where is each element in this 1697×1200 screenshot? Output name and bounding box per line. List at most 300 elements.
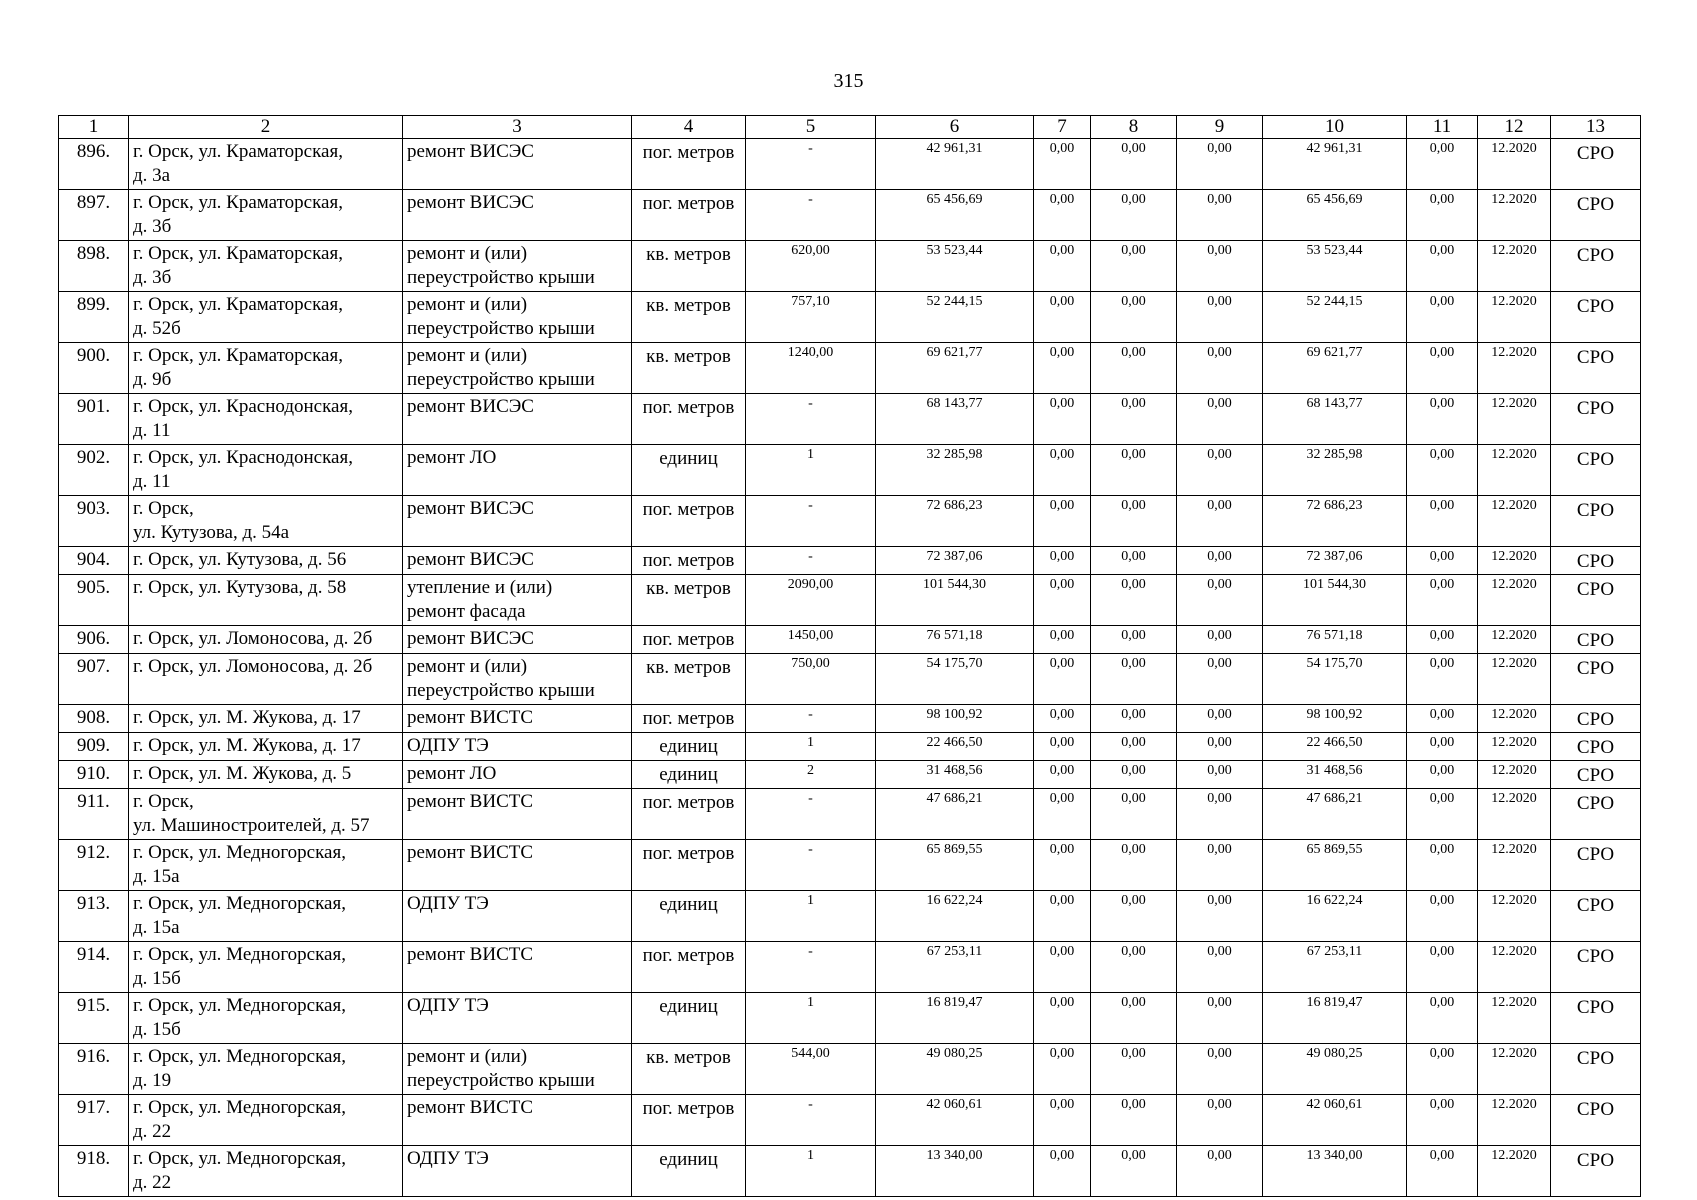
value-cell-c11: 0,00 (1407, 190, 1478, 241)
value-cell-c10: 16 819,47 (1263, 993, 1407, 1044)
unit-cell: единиц (632, 993, 746, 1044)
work-type-cell (403, 445, 632, 496)
value-cell-c9: 0,00 (1177, 139, 1263, 190)
address-cell-line: г. Орск, ул. Краматорская, (133, 243, 343, 264)
address-cell (129, 1095, 403, 1146)
value-cell-c12: 12.2020 (1478, 1095, 1551, 1146)
column-header: 1 (59, 116, 129, 139)
value-cell-c5: - (746, 1095, 876, 1146)
work-type-cell-line: переустройство крыши (407, 680, 595, 701)
executor-cell: СРО (1551, 547, 1641, 575)
work-type-cell (403, 789, 632, 840)
address-cell (129, 1146, 403, 1197)
unit-cell: пог. метров (632, 840, 746, 891)
address-cell-line: г. Орск, ул. Медногорская, (133, 842, 346, 863)
address-cell (129, 575, 403, 626)
work-type-cell-line: ремонт ВИСТС (407, 842, 534, 863)
value-cell-c10: 101 544,30 (1263, 575, 1407, 626)
value-cell-c9: 0,00 (1177, 626, 1263, 654)
table-row (59, 241, 1641, 292)
row-number: 907. (59, 654, 129, 705)
work-type-cell-line: переустройство крыши (407, 1070, 595, 1091)
executor-cell: СРО (1551, 1044, 1641, 1095)
work-type-cell (403, 547, 632, 575)
value-cell-c8: 0,00 (1091, 445, 1177, 496)
address-cell-line: д. 15а (133, 866, 180, 887)
value-cell-c6: 49 080,25 (876, 1044, 1034, 1095)
address-cell-line: д. 22 (133, 1121, 172, 1142)
value-cell-c12: 12.2020 (1478, 891, 1551, 942)
value-cell-c10: 52 244,15 (1263, 292, 1407, 343)
value-cell-c6: 76 571,18 (876, 626, 1034, 654)
value-cell-c11: 0,00 (1407, 733, 1478, 761)
row-number: 910. (59, 761, 129, 789)
value-cell-c10: 67 253,11 (1263, 942, 1407, 993)
work-type-cell-line: ремонт и (или) (407, 294, 528, 315)
work-type-cell (403, 761, 632, 789)
executor-cell: СРО (1551, 445, 1641, 496)
value-cell-c9: 0,00 (1177, 942, 1263, 993)
executor-cell: СРО (1551, 626, 1641, 654)
work-type-cell-line: ремонт ВИСТС (407, 944, 534, 965)
value-cell-c11: 0,00 (1407, 343, 1478, 394)
unit-cell: единиц (632, 1146, 746, 1197)
value-cell-c12: 12.2020 (1478, 343, 1551, 394)
work-type-cell-line: ремонт ВИСЭС (407, 498, 534, 519)
executor-cell: СРО (1551, 789, 1641, 840)
value-cell-c10: 22 466,50 (1263, 733, 1407, 761)
value-cell-c11: 0,00 (1407, 654, 1478, 705)
value-cell-c9: 0,00 (1177, 1095, 1263, 1146)
work-type-cell (403, 840, 632, 891)
executor-cell: СРО (1551, 241, 1641, 292)
row-number: 904. (59, 547, 129, 575)
value-cell-c11: 0,00 (1407, 840, 1478, 891)
address-cell (129, 840, 403, 891)
value-cell-c5: 757,10 (746, 292, 876, 343)
address-cell-line: д. 15б (133, 1019, 181, 1040)
address-cell-line: д. 3б (133, 216, 172, 237)
work-type-cell-line: ОДПУ ТЭ (407, 995, 489, 1016)
value-cell-c5: 1 (746, 891, 876, 942)
value-cell-c11: 0,00 (1407, 761, 1478, 789)
value-cell-c12: 12.2020 (1478, 840, 1551, 891)
address-cell (129, 761, 403, 789)
executor-cell: СРО (1551, 343, 1641, 394)
row-number: 896. (59, 139, 129, 190)
value-cell-c6: 16 622,24 (876, 891, 1034, 942)
value-cell-c8: 0,00 (1091, 942, 1177, 993)
value-cell-c6: 16 819,47 (876, 993, 1034, 1044)
address-cell (129, 547, 403, 575)
value-cell-c6: 98 100,92 (876, 705, 1034, 733)
value-cell-c11: 0,00 (1407, 626, 1478, 654)
unit-cell: пог. метров (632, 394, 746, 445)
value-cell-c9: 0,00 (1177, 496, 1263, 547)
column-header: 12 (1478, 116, 1551, 139)
value-cell-c5: - (746, 190, 876, 241)
value-cell-c5: - (746, 942, 876, 993)
value-cell-c11: 0,00 (1407, 575, 1478, 626)
value-cell-c7: 0,00 (1034, 139, 1091, 190)
work-type-cell (403, 705, 632, 733)
table-row (59, 705, 1641, 733)
value-cell-c5: - (746, 139, 876, 190)
table-row (59, 840, 1641, 891)
value-cell-c5: - (746, 496, 876, 547)
address-cell (129, 496, 403, 547)
value-cell-c5: 1 (746, 733, 876, 761)
work-type-cell (403, 942, 632, 993)
address-cell-line: г. Орск, ул. Краматорская, (133, 294, 343, 315)
address-cell-line: г. Орск, ул. М. Жукова, д. 17 (133, 707, 361, 728)
table-row (59, 139, 1641, 190)
address-cell-line: д. 3а (133, 165, 171, 186)
row-number: 903. (59, 496, 129, 547)
value-cell-c12: 12.2020 (1478, 942, 1551, 993)
executor-cell: СРО (1551, 190, 1641, 241)
executor-cell: СРО (1551, 139, 1641, 190)
value-cell-c6: 72 387,06 (876, 547, 1034, 575)
value-cell-c9: 0,00 (1177, 1146, 1263, 1197)
executor-cell: СРО (1551, 1095, 1641, 1146)
value-cell-c8: 0,00 (1091, 1146, 1177, 1197)
value-cell-c6: 53 523,44 (876, 241, 1034, 292)
work-type-cell-line: ремонт и (или) (407, 1046, 528, 1067)
value-cell-c11: 0,00 (1407, 292, 1478, 343)
value-cell-c5: 1 (746, 1146, 876, 1197)
value-cell-c10: 76 571,18 (1263, 626, 1407, 654)
address-cell (129, 733, 403, 761)
column-header: 3 (403, 116, 632, 139)
address-cell-line: ул. Кутузова, д. 54а (133, 522, 290, 543)
value-cell-c6: 52 244,15 (876, 292, 1034, 343)
value-cell-c7: 0,00 (1034, 993, 1091, 1044)
unit-cell: единиц (632, 891, 746, 942)
work-type-cell-line: ОДПУ ТЭ (407, 1148, 489, 1169)
table-row (59, 445, 1641, 496)
value-cell-c11: 0,00 (1407, 547, 1478, 575)
value-cell-c8: 0,00 (1091, 547, 1177, 575)
row-number: 913. (59, 891, 129, 942)
work-type-cell (403, 190, 632, 241)
column-header: 10 (1263, 116, 1407, 139)
value-cell-c8: 0,00 (1091, 654, 1177, 705)
work-type-cell-line: ремонт и (или) (407, 243, 528, 264)
value-cell-c10: 65 456,69 (1263, 190, 1407, 241)
value-cell-c10: 32 285,98 (1263, 445, 1407, 496)
table-body (59, 139, 1641, 1197)
value-cell-c8: 0,00 (1091, 705, 1177, 733)
work-type-cell-line: ОДПУ ТЭ (407, 735, 489, 756)
value-cell-c8: 0,00 (1091, 139, 1177, 190)
work-type-cell-line: ремонт и (или) (407, 345, 528, 366)
value-cell-c6: 54 175,70 (876, 654, 1034, 705)
value-cell-c8: 0,00 (1091, 190, 1177, 241)
value-cell-c8: 0,00 (1091, 733, 1177, 761)
row-number: 916. (59, 1044, 129, 1095)
value-cell-c6: 22 466,50 (876, 733, 1034, 761)
value-cell-c7: 0,00 (1034, 241, 1091, 292)
work-type-cell (403, 292, 632, 343)
value-cell-c10: 31 468,56 (1263, 761, 1407, 789)
value-cell-c7: 0,00 (1034, 1146, 1091, 1197)
address-cell (129, 705, 403, 733)
work-type-cell (403, 626, 632, 654)
address-cell-line: г. Орск, ул. Краматорская, (133, 345, 343, 366)
address-cell (129, 789, 403, 840)
value-cell-c11: 0,00 (1407, 993, 1478, 1044)
value-cell-c10: 16 622,24 (1263, 891, 1407, 942)
value-cell-c6: 65 456,69 (876, 190, 1034, 241)
work-type-cell (403, 1095, 632, 1146)
work-type-cell (403, 496, 632, 547)
executor-cell: СРО (1551, 394, 1641, 445)
address-cell-line: г. Орск, (133, 498, 194, 519)
unit-cell: пог. метров (632, 139, 746, 190)
address-cell (129, 654, 403, 705)
address-cell (129, 891, 403, 942)
value-cell-c8: 0,00 (1091, 1044, 1177, 1095)
value-cell-c12: 12.2020 (1478, 575, 1551, 626)
table-row (59, 626, 1641, 654)
value-cell-c6: 42 060,61 (876, 1095, 1034, 1146)
value-cell-c12: 12.2020 (1478, 139, 1551, 190)
row-number: 900. (59, 343, 129, 394)
value-cell-c8: 0,00 (1091, 891, 1177, 942)
value-cell-c7: 0,00 (1034, 547, 1091, 575)
table-row (59, 190, 1641, 241)
row-number: 902. (59, 445, 129, 496)
table-row (59, 343, 1641, 394)
value-cell-c9: 0,00 (1177, 789, 1263, 840)
value-cell-c12: 12.2020 (1478, 626, 1551, 654)
table-row (59, 575, 1641, 626)
row-number: 899. (59, 292, 129, 343)
value-cell-c9: 0,00 (1177, 654, 1263, 705)
table-row (59, 891, 1641, 942)
value-cell-c10: 72 686,23 (1263, 496, 1407, 547)
value-cell-c12: 12.2020 (1478, 547, 1551, 575)
value-cell-c11: 0,00 (1407, 1095, 1478, 1146)
unit-cell: пог. метров (632, 496, 746, 547)
address-cell (129, 1044, 403, 1095)
value-cell-c9: 0,00 (1177, 190, 1263, 241)
value-cell-c10: 47 686,21 (1263, 789, 1407, 840)
value-cell-c10: 65 869,55 (1263, 840, 1407, 891)
value-cell-c10: 54 175,70 (1263, 654, 1407, 705)
value-cell-c7: 0,00 (1034, 789, 1091, 840)
value-cell-c8: 0,00 (1091, 626, 1177, 654)
value-cell-c5: 1 (746, 993, 876, 1044)
address-cell-line: г. Орск, ул. М. Жукова, д. 17 (133, 735, 361, 756)
value-cell-c11: 0,00 (1407, 241, 1478, 292)
work-type-cell (403, 394, 632, 445)
work-type-cell-line: ремонт и (или) (407, 656, 528, 677)
value-cell-c6: 72 686,23 (876, 496, 1034, 547)
value-cell-c10: 42 060,61 (1263, 1095, 1407, 1146)
table-header-row (59, 116, 1641, 139)
address-cell-line: г. Орск, ул. Краматорская, (133, 141, 343, 162)
work-type-cell-line: ремонт ЛО (407, 763, 497, 784)
row-number: 914. (59, 942, 129, 993)
work-type-cell-line: переустройство крыши (407, 267, 595, 288)
address-cell-line: г. Орск, ул. Краматорская, (133, 192, 343, 213)
value-cell-c8: 0,00 (1091, 394, 1177, 445)
table-row (59, 993, 1641, 1044)
value-cell-c7: 0,00 (1034, 705, 1091, 733)
column-header: 11 (1407, 116, 1478, 139)
address-cell-line: г. Орск, (133, 791, 194, 812)
unit-cell: пог. метров (632, 942, 746, 993)
row-number: 898. (59, 241, 129, 292)
row-number: 906. (59, 626, 129, 654)
value-cell-c7: 0,00 (1034, 343, 1091, 394)
value-cell-c12: 12.2020 (1478, 1146, 1551, 1197)
value-cell-c7: 0,00 (1034, 733, 1091, 761)
column-header: 6 (876, 116, 1034, 139)
value-cell-c8: 0,00 (1091, 496, 1177, 547)
address-cell-line: г. Орск, ул. М. Жукова, д. 5 (133, 763, 352, 784)
value-cell-c5: - (746, 840, 876, 891)
table-row (59, 1095, 1641, 1146)
address-cell-line: г. Орск, ул. Кутузова, д. 56 (133, 549, 347, 570)
value-cell-c12: 12.2020 (1478, 445, 1551, 496)
table-row (59, 789, 1641, 840)
value-cell-c9: 0,00 (1177, 733, 1263, 761)
work-type-cell-line: ремонт ВИСЭС (407, 192, 534, 213)
unit-cell: кв. метров (632, 575, 746, 626)
work-type-cell-line: ремонт ВИСТС (407, 707, 534, 728)
executor-cell: СРО (1551, 1146, 1641, 1197)
row-number: 901. (59, 394, 129, 445)
address-cell (129, 993, 403, 1044)
address-cell-line: г. Орск, ул. Медногорская, (133, 1148, 346, 1169)
unit-cell: кв. метров (632, 1044, 746, 1095)
unit-cell: пог. метров (632, 626, 746, 654)
value-cell-c12: 12.2020 (1478, 496, 1551, 547)
value-cell-c6: 65 869,55 (876, 840, 1034, 891)
executor-cell: СРО (1551, 761, 1641, 789)
value-cell-c10: 49 080,25 (1263, 1044, 1407, 1095)
value-cell-c7: 0,00 (1034, 496, 1091, 547)
value-cell-c7: 0,00 (1034, 654, 1091, 705)
value-cell-c7: 0,00 (1034, 626, 1091, 654)
value-cell-c7: 0,00 (1034, 292, 1091, 343)
work-type-cell-line: переустройство крыши (407, 369, 595, 390)
table-row (59, 1146, 1641, 1197)
value-cell-c6: 68 143,77 (876, 394, 1034, 445)
value-cell-c12: 12.2020 (1478, 761, 1551, 789)
value-cell-c11: 0,00 (1407, 394, 1478, 445)
work-type-cell-line: переустройство крыши (407, 318, 595, 339)
row-number: 911. (59, 789, 129, 840)
executor-cell: СРО (1551, 942, 1641, 993)
value-cell-c12: 12.2020 (1478, 789, 1551, 840)
value-cell-c10: 68 143,77 (1263, 394, 1407, 445)
work-type-cell (403, 575, 632, 626)
work-type-cell (403, 139, 632, 190)
value-cell-c11: 0,00 (1407, 1044, 1478, 1095)
value-cell-c5: 1 (746, 445, 876, 496)
unit-cell: пог. метров (632, 190, 746, 241)
value-cell-c11: 0,00 (1407, 139, 1478, 190)
address-cell-line: г. Орск, ул. Кутузова, д. 58 (133, 577, 347, 598)
address-cell-line: г. Орск, ул. Медногорская, (133, 944, 346, 965)
column-header: 7 (1034, 116, 1091, 139)
address-cell (129, 190, 403, 241)
address-cell-line: д. 9б (133, 369, 172, 390)
column-header: 4 (632, 116, 746, 139)
value-cell-c9: 0,00 (1177, 1044, 1263, 1095)
address-cell (129, 241, 403, 292)
unit-cell: кв. метров (632, 343, 746, 394)
value-cell-c9: 0,00 (1177, 547, 1263, 575)
value-cell-c8: 0,00 (1091, 343, 1177, 394)
value-cell-c8: 0,00 (1091, 575, 1177, 626)
table-row (59, 654, 1641, 705)
address-cell-line: д. 15а (133, 917, 180, 938)
table-row (59, 942, 1641, 993)
column-header: 8 (1091, 116, 1177, 139)
value-cell-c12: 12.2020 (1478, 292, 1551, 343)
value-cell-c9: 0,00 (1177, 292, 1263, 343)
work-schedule-table (58, 115, 1641, 1197)
value-cell-c6: 101 544,30 (876, 575, 1034, 626)
value-cell-c7: 0,00 (1034, 1044, 1091, 1095)
work-type-cell-line: ремонт ВИСЭС (407, 549, 534, 570)
address-cell-line: д. 22 (133, 1172, 172, 1193)
value-cell-c6: 13 340,00 (876, 1146, 1034, 1197)
table-row (59, 547, 1641, 575)
address-cell-line: д. 19 (133, 1070, 172, 1091)
value-cell-c7: 0,00 (1034, 445, 1091, 496)
executor-cell: СРО (1551, 705, 1641, 733)
value-cell-c11: 0,00 (1407, 705, 1478, 733)
value-cell-c9: 0,00 (1177, 445, 1263, 496)
unit-cell: единиц (632, 445, 746, 496)
value-cell-c5: 2090,00 (746, 575, 876, 626)
address-cell-line: г. Орск, ул. Ломоносова, д. 2б (133, 628, 373, 649)
executor-cell: СРО (1551, 496, 1641, 547)
work-type-cell (403, 1044, 632, 1095)
work-type-cell (403, 733, 632, 761)
address-cell (129, 626, 403, 654)
row-number: 897. (59, 190, 129, 241)
row-number: 905. (59, 575, 129, 626)
value-cell-c7: 0,00 (1034, 190, 1091, 241)
row-number: 915. (59, 993, 129, 1044)
value-cell-c11: 0,00 (1407, 1146, 1478, 1197)
address-cell-line: ул. Машиностроителей, д. 57 (133, 815, 370, 836)
value-cell-c6: 31 468,56 (876, 761, 1034, 789)
executor-cell: СРО (1551, 891, 1641, 942)
value-cell-c10: 69 621,77 (1263, 343, 1407, 394)
value-cell-c7: 0,00 (1034, 394, 1091, 445)
value-cell-c6: 67 253,11 (876, 942, 1034, 993)
address-cell-line: д. 15б (133, 968, 181, 989)
value-cell-c7: 0,00 (1034, 891, 1091, 942)
column-header: 13 (1551, 116, 1641, 139)
unit-cell: пог. метров (632, 1095, 746, 1146)
value-cell-c6: 42 961,31 (876, 139, 1034, 190)
value-cell-c9: 0,00 (1177, 891, 1263, 942)
value-cell-c5: 544,00 (746, 1044, 876, 1095)
value-cell-c10: 42 961,31 (1263, 139, 1407, 190)
address-cell (129, 394, 403, 445)
value-cell-c10: 13 340,00 (1263, 1146, 1407, 1197)
value-cell-c9: 0,00 (1177, 993, 1263, 1044)
